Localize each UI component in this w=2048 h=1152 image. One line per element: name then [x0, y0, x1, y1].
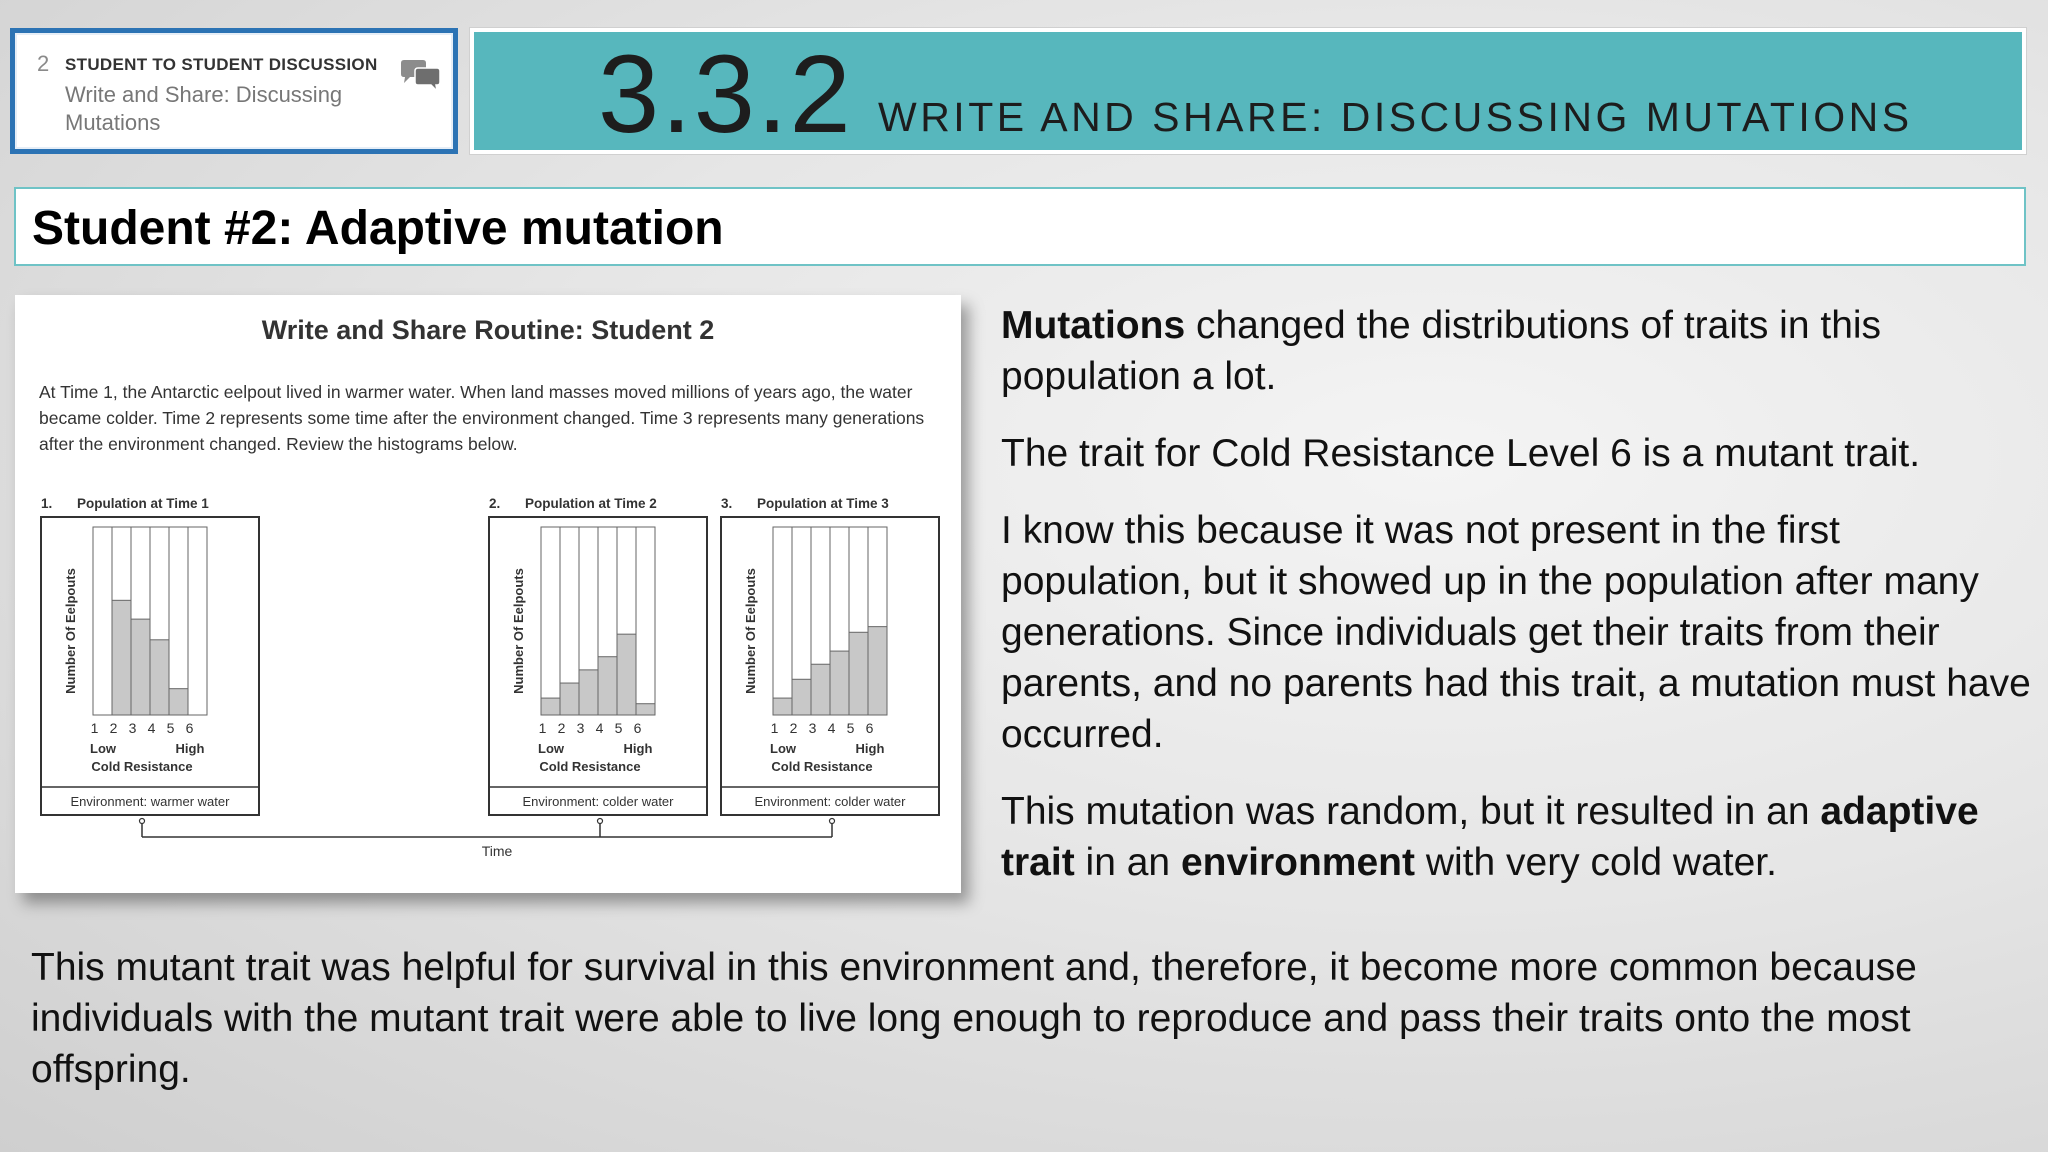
- x-low-label: Low: [770, 741, 796, 756]
- paragraph-adaptive-text-b: in an: [1074, 841, 1181, 884]
- x-high-label: High: [623, 741, 653, 756]
- timeline-marker: [140, 819, 145, 824]
- timeline-marker: [830, 819, 835, 824]
- x-tick-label: 6: [865, 720, 874, 736]
- x-tick-label: 4: [827, 720, 836, 736]
- bar-slot: [541, 527, 560, 715]
- term-mutations: Mutations: [1001, 304, 1186, 347]
- x-tick-label: 4: [147, 720, 156, 736]
- y-axis-label: Number Of Eelpouts: [63, 568, 78, 694]
- bar: [868, 627, 887, 715]
- bar: [830, 651, 849, 715]
- bar: [112, 600, 131, 715]
- bar-slot: [636, 527, 655, 715]
- subtitle-box: [14, 187, 2026, 266]
- term-environment: environment: [1180, 841, 1415, 884]
- paragraph-adaptive-text-a: This mutation was random, but it resulted in an: [1001, 790, 1821, 833]
- x-tick-label: 1: [538, 720, 547, 736]
- explanation-text: [1001, 300, 2031, 914]
- bar-slot: [188, 527, 207, 715]
- paragraph-reasoning: I know this because it was not present in the first population, but it showed up in the population after many generations. Since individuals get their traits from their parents, and no parents had this trait, a mutation must have occurred.: [1001, 509, 2031, 756]
- bar: [617, 634, 636, 715]
- lesson-number: 3.3.2: [598, 33, 853, 156]
- bar: [150, 640, 169, 715]
- x-axis-label: Cold Resistance: [539, 759, 641, 774]
- bar: [811, 664, 830, 715]
- paragraph-mutations: [1001, 300, 2031, 402]
- bar: [792, 679, 811, 715]
- x-tick-label: 3: [128, 720, 137, 736]
- environment-label: Environment: warmer water: [70, 794, 230, 809]
- x-tick-label: 1: [90, 720, 99, 736]
- bar-slot: [773, 527, 792, 715]
- y-axis-label: Number Of Eelpouts: [511, 568, 526, 694]
- x-tick-label: 1: [770, 720, 779, 736]
- bar: [169, 689, 188, 715]
- bar: [849, 632, 868, 715]
- x-high-label: High: [855, 741, 885, 756]
- paragraph-mutations-text: changed the distributions of traits in this population a lot.: [1001, 304, 1882, 398]
- bar-slot: [93, 527, 112, 715]
- nav-card-kicker: STUDENT TO STUDENT DISCUSSION: [65, 55, 378, 74]
- x-tick-label: 5: [614, 720, 623, 736]
- x-tick-label: 5: [166, 720, 175, 736]
- conclusion-text: This mutant trait was helpful for survival in this environment and, therefore, it become more common because individuals with the mutant trait were able to live long enough to reproduce and pass their traits onto the most offspring.: [31, 946, 1917, 1091]
- nav-card-number: 2: [37, 51, 50, 76]
- environment-label: Environment: colder water: [754, 794, 906, 809]
- paragraph-adaptive-text-c: with very cold water.: [1414, 841, 1777, 884]
- chart-title: Population at Time 3: [757, 496, 889, 511]
- bar: [579, 670, 598, 715]
- y-axis-label: Number Of Eelpouts: [743, 568, 758, 694]
- worksheet-intro: At Time 1, the Antarctic eelpout lived in warmer water. When land masses moved millions of years ago, the water became colder. Time 2 represents some time after the environment changed. Time 3 represents many generations after the environment changed. Review the histograms below.: [39, 382, 925, 454]
- paragraph-adaptive: [1001, 786, 2031, 888]
- x-low-label: Low: [90, 741, 116, 756]
- nav-card[interactable]: [10, 28, 458, 154]
- bar: [541, 698, 560, 715]
- slide-subtitle: Student #2: Adaptive mutation: [32, 202, 724, 255]
- x-tick-label: 3: [808, 720, 817, 736]
- lesson-title: WRITE AND SHARE: DISCUSSING MUTATIONS: [878, 94, 1913, 140]
- timeline-label: Time: [481, 843, 513, 859]
- term-adaptive-trait: adaptive trait: [1001, 790, 1979, 884]
- worksheet-image: [15, 295, 961, 893]
- nav-card-title: Write and Share: Discussing Mutations: [65, 82, 343, 135]
- chart-title: Population at Time 1: [77, 496, 209, 511]
- x-axis-label: Cold Resistance: [91, 759, 193, 774]
- timeline-marker: [598, 819, 603, 824]
- x-low-label: Low: [538, 741, 564, 756]
- x-tick-label: 3: [576, 720, 585, 736]
- histograms: [15, 295, 961, 893]
- x-tick-label: 2: [789, 720, 798, 736]
- chart-title: Population at Time 2: [525, 496, 657, 511]
- environment-label: Environment: colder water: [522, 794, 674, 809]
- title-banner: [470, 28, 2026, 154]
- bar-slot: [169, 527, 188, 715]
- worksheet-title: Write and Share Routine: Student 2: [261, 315, 715, 345]
- bar: [131, 619, 150, 715]
- x-tick-label: 2: [109, 720, 118, 736]
- bar: [598, 657, 617, 715]
- x-tick-label: 2: [557, 720, 566, 736]
- bar: [560, 683, 579, 715]
- chart-number: 2.: [489, 496, 501, 511]
- bar: [636, 704, 655, 715]
- x-tick-label: 6: [633, 720, 642, 736]
- x-tick-label: 6: [185, 720, 194, 736]
- chat-bubbles-icon: [399, 59, 443, 95]
- x-high-label: High: [175, 741, 205, 756]
- paragraph-mutant-trait: The trait for Cold Resistance Level 6 is a mutant trait.: [1001, 432, 1921, 475]
- x-tick-label: 5: [846, 720, 855, 736]
- x-tick-label: 4: [595, 720, 604, 736]
- chart-number: 1.: [41, 496, 53, 511]
- bar: [773, 698, 792, 715]
- chart-number: 3.: [721, 496, 733, 511]
- x-axis-label: Cold Resistance: [771, 759, 873, 774]
